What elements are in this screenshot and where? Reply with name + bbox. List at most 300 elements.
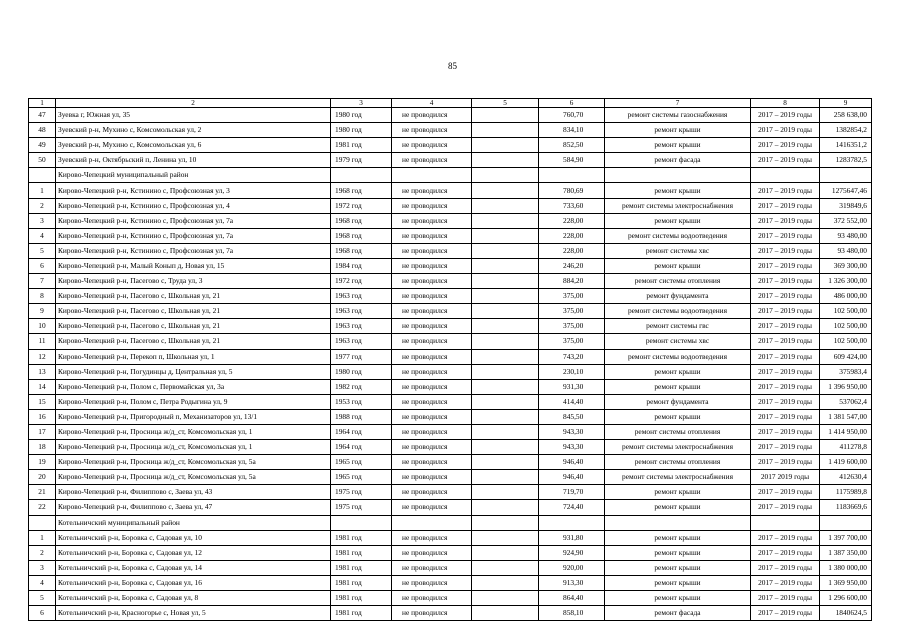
cost-cell: 1 387 350,00	[820, 545, 872, 560]
table-row	[29, 440, 872, 455]
empty-cell	[605, 515, 751, 530]
table-body	[29, 99, 872, 621]
area-cell: 931,30	[539, 379, 605, 394]
period-cell: 2017 – 2019 годы	[751, 108, 820, 123]
overhaul-cell: не проводился	[392, 138, 472, 153]
address-cell: Котельничский р-н, Боровка с, Садовая ул, 14	[56, 560, 331, 575]
year-cell: 1984 год	[331, 258, 392, 273]
address-cell: Котельничский р-н, Боровка с, Садовая ул, 12	[56, 545, 331, 560]
table-row	[29, 575, 872, 590]
table-row	[29, 319, 872, 334]
period-cell: 2017 – 2019 годы	[751, 334, 820, 349]
period-cell: 2017 – 2019 годы	[751, 213, 820, 228]
repair-program-table	[28, 98, 872, 621]
area-cell: 920,00	[539, 560, 605, 575]
table-row	[29, 289, 872, 304]
period-cell: 2017 – 2019 годы	[751, 183, 820, 198]
period-cell: 2017 – 2019 годы	[751, 319, 820, 334]
year-cell: 1980 год	[331, 108, 392, 123]
work-type-cell: ремонт крыши	[605, 560, 751, 575]
address-cell: Зуевский р-н, Мухино с, Комсомольская ул, 2	[56, 123, 331, 138]
row-number: 50	[29, 153, 56, 168]
row-number: 16	[29, 409, 56, 424]
empty-cell	[29, 515, 56, 530]
area-cell: 414,40	[539, 394, 605, 409]
period-cell: 2017 – 2019 годы	[751, 349, 820, 364]
year-cell: 1968 год	[331, 228, 392, 243]
cost-cell: 1 397 700,00	[820, 530, 872, 545]
period-cell: 2017 – 2019 годы	[751, 485, 820, 500]
empty-cell	[472, 258, 539, 273]
empty-cell	[472, 364, 539, 379]
table-row	[29, 424, 872, 439]
empty-cell	[472, 198, 539, 213]
address-cell: Кирово-Чепецкий р-н, Пасегово с, Школьная ул, 21	[56, 289, 331, 304]
table-row	[29, 530, 872, 545]
cost-cell: 537062,4	[820, 394, 872, 409]
cost-cell: 1382854,2	[820, 123, 872, 138]
area-cell: 375,00	[539, 334, 605, 349]
overhaul-cell: не проводился	[392, 485, 472, 500]
area-cell: 724,40	[539, 500, 605, 515]
overhaul-cell: не проводился	[392, 364, 472, 379]
empty-cell	[331, 515, 392, 530]
table-row	[29, 349, 872, 364]
area-cell: 946,40	[539, 470, 605, 485]
area-cell: 375,00	[539, 319, 605, 334]
work-type-cell: ремонт системы электроснабжения	[605, 198, 751, 213]
table-row	[29, 138, 872, 153]
overhaul-cell: не проводился	[392, 198, 472, 213]
work-type-cell: ремонт системы водоотведения	[605, 304, 751, 319]
work-type-cell: ремонт крыши	[605, 575, 751, 590]
empty-cell	[472, 455, 539, 470]
overhaul-cell: не проводился	[392, 243, 472, 258]
empty-cell	[605, 168, 751, 183]
period-cell: 2017 – 2019 годы	[751, 591, 820, 606]
address-cell: Кирово-Чепецкий р-н, Кстинино с, Профсоюзная ул, 7а	[56, 228, 331, 243]
work-type-cell: ремонт системы отопления	[605, 274, 751, 289]
area-cell: 230,10	[539, 364, 605, 379]
empty-cell	[539, 515, 605, 530]
year-cell: 1980 год	[331, 364, 392, 379]
address-cell: Кирово-Чепецкий р-н, Малый Конып д, Новая ул, 15	[56, 258, 331, 273]
address-cell: Кирово-Чепецкий р-н, Полом с, Петра Родыгина ул, 9	[56, 394, 331, 409]
area-cell: 834,10	[539, 123, 605, 138]
empty-cell	[392, 515, 472, 530]
year-cell: 1975 год	[331, 500, 392, 515]
work-type-cell: ремонт системы газоснабжения	[605, 108, 751, 123]
area-cell: 733,60	[539, 198, 605, 213]
address-cell: Кирово-Чепецкий р-н, Пригородный п, Механизаторов ул, 13/1	[56, 409, 331, 424]
area-cell: 884,20	[539, 274, 605, 289]
work-type-cell: ремонт системы отопления	[605, 424, 751, 439]
column-number: 4	[392, 99, 472, 108]
table-row	[29, 364, 872, 379]
section-row	[29, 515, 872, 530]
address-cell: Кирово-Чепецкий р-н, Перекоп п, Школьная ул, 1	[56, 349, 331, 364]
overhaul-cell: не проводился	[392, 274, 472, 289]
empty-cell	[472, 545, 539, 560]
address-cell: Кирово-Чепецкий р-н, Кстинино с, Профсоюзная ул, 7а	[56, 243, 331, 258]
work-type-cell: ремонт крыши	[605, 123, 751, 138]
period-cell: 2017 – 2019 годы	[751, 545, 820, 560]
empty-cell	[472, 515, 539, 530]
empty-cell	[472, 394, 539, 409]
empty-cell	[751, 168, 820, 183]
empty-cell	[472, 606, 539, 621]
period-cell: 2017 – 2019 годы	[751, 243, 820, 258]
row-number: 10	[29, 319, 56, 334]
address-cell: Котельничский р-н, Боровка с, Садовая ул, 16	[56, 575, 331, 590]
address-cell: Кирово-Чепецкий р-н, Пасегово с, Школьная ул, 21	[56, 334, 331, 349]
period-cell: 2017 – 2019 годы	[751, 274, 820, 289]
work-type-cell: ремонт крыши	[605, 138, 751, 153]
year-cell: 1981 год	[331, 560, 392, 575]
table-row	[29, 409, 872, 424]
year-cell: 1968 год	[331, 183, 392, 198]
empty-cell	[472, 349, 539, 364]
row-number: 1	[29, 183, 56, 198]
year-cell: 1965 год	[331, 455, 392, 470]
work-type-cell: ремонт фасада	[605, 153, 751, 168]
cost-cell: 1 414 950,00	[820, 424, 872, 439]
table-row	[29, 108, 872, 123]
area-cell: 719,70	[539, 485, 605, 500]
overhaul-cell: не проводился	[392, 289, 472, 304]
period-cell: 2017 – 2019 годы	[751, 394, 820, 409]
cost-cell: 486 000,00	[820, 289, 872, 304]
year-cell: 1963 год	[331, 304, 392, 319]
address-cell: Кирово-Чепецкий р-н, Просница ж/д_ст, Комсомольская ул, 5а	[56, 455, 331, 470]
table-row	[29, 183, 872, 198]
empty-cell	[472, 319, 539, 334]
cost-cell: 372 552,00	[820, 213, 872, 228]
year-cell: 1963 год	[331, 289, 392, 304]
empty-cell	[539, 168, 605, 183]
year-cell: 1981 год	[331, 575, 392, 590]
work-type-cell: ремонт системы электроснабжения	[605, 440, 751, 455]
period-cell: 2017 – 2019 годы	[751, 123, 820, 138]
area-cell: 375,00	[539, 289, 605, 304]
period-cell: 2017 – 2019 годы	[751, 364, 820, 379]
table-row	[29, 455, 872, 470]
address-cell: Кирово-Чепецкий р-н, Кстинино с, Профсоюзная ул, 3	[56, 183, 331, 198]
work-type-cell: ремонт крыши	[605, 379, 751, 394]
area-cell: 845,50	[539, 409, 605, 424]
cost-cell: 1 381 547,00	[820, 409, 872, 424]
overhaul-cell: не проводился	[392, 319, 472, 334]
work-type-cell: ремонт фундамента	[605, 289, 751, 304]
table-row	[29, 470, 872, 485]
year-cell: 1979 год	[331, 153, 392, 168]
address-cell: Кирово-Чепецкий р-н, Пасегово с, Труда ул, 3	[56, 274, 331, 289]
year-cell: 1965 год	[331, 470, 392, 485]
table-row	[29, 545, 872, 560]
year-cell: 1963 год	[331, 334, 392, 349]
overhaul-cell: не проводился	[392, 153, 472, 168]
page-number: 85	[448, 61, 457, 71]
column-number: 5	[472, 99, 539, 108]
year-cell: 1981 год	[331, 606, 392, 621]
overhaul-cell: не проводился	[392, 545, 472, 560]
row-number: 12	[29, 349, 56, 364]
overhaul-cell: не проводился	[392, 440, 472, 455]
empty-cell	[472, 228, 539, 243]
table-row	[29, 500, 872, 515]
empty-cell	[472, 424, 539, 439]
address-cell: Кирово-Чепецкий р-н, Полом с, Первомайская ул, 3а	[56, 379, 331, 394]
section-title: Котельничский муниципальный район	[56, 515, 331, 530]
work-type-cell: ремонт крыши	[605, 409, 751, 424]
address-cell: Котельничский р-н, Красногорье с, Новая ул, 5	[56, 606, 331, 621]
cost-cell: 1 419 600,00	[820, 455, 872, 470]
area-cell: 743,20	[539, 349, 605, 364]
empty-cell	[472, 243, 539, 258]
period-cell: 2017 – 2019 годы	[751, 379, 820, 394]
area-cell: 924,90	[539, 545, 605, 560]
cost-cell: 1283782,5	[820, 153, 872, 168]
year-cell: 1964 год	[331, 440, 392, 455]
period-cell: 2017 – 2019 годы	[751, 530, 820, 545]
row-number: 5	[29, 591, 56, 606]
empty-cell	[820, 168, 872, 183]
period-cell: 2017 – 2019 годы	[751, 606, 820, 621]
row-number: 14	[29, 379, 56, 394]
period-cell: 2017 – 2019 годы	[751, 409, 820, 424]
area-cell: 913,30	[539, 575, 605, 590]
year-cell: 1964 год	[331, 424, 392, 439]
area-cell: 931,80	[539, 530, 605, 545]
year-cell: 1981 год	[331, 545, 392, 560]
address-cell: Зуевский р-н, Мухино с, Комсомольская ул, 6	[56, 138, 331, 153]
year-cell: 1977 год	[331, 349, 392, 364]
year-cell: 1953 год	[331, 394, 392, 409]
empty-cell	[331, 168, 392, 183]
area-cell: 864,40	[539, 591, 605, 606]
cost-cell: 1 369 950,00	[820, 575, 872, 590]
area-cell: 375,00	[539, 304, 605, 319]
table-row	[29, 591, 872, 606]
column-number: 6	[539, 99, 605, 108]
overhaul-cell: не проводился	[392, 530, 472, 545]
row-number: 8	[29, 289, 56, 304]
empty-cell	[472, 560, 539, 575]
empty-cell	[472, 153, 539, 168]
overhaul-cell: не проводился	[392, 591, 472, 606]
cost-cell: 258 638,00	[820, 108, 872, 123]
cost-cell: 375983,4	[820, 364, 872, 379]
work-type-cell: ремонт системы отопления	[605, 455, 751, 470]
area-cell: 943,30	[539, 440, 605, 455]
overhaul-cell: не проводился	[392, 304, 472, 319]
cost-cell: 1183669,6	[820, 500, 872, 515]
work-type-cell: ремонт системы водоотведения	[605, 349, 751, 364]
column-number-row	[29, 99, 872, 108]
row-number: 47	[29, 108, 56, 123]
period-cell: 2017 – 2019 годы	[751, 440, 820, 455]
year-cell: 1982 год	[331, 379, 392, 394]
overhaul-cell: не проводился	[392, 258, 472, 273]
address-cell: Кирово-Чепецкий р-н, Просница ж/д_ст, Комсомольская ул, 1	[56, 440, 331, 455]
table-row	[29, 153, 872, 168]
address-cell: Зуевка г, Южная ул, 35	[56, 108, 331, 123]
column-number: 8	[751, 99, 820, 108]
table-row	[29, 394, 872, 409]
row-number: 5	[29, 243, 56, 258]
overhaul-cell: не проводился	[392, 379, 472, 394]
cost-cell: 1 326 300,00	[820, 274, 872, 289]
empty-cell	[472, 213, 539, 228]
overhaul-cell: не проводился	[392, 455, 472, 470]
empty-cell	[472, 334, 539, 349]
work-type-cell: ремонт крыши	[605, 183, 751, 198]
row-number: 4	[29, 575, 56, 590]
table-row	[29, 334, 872, 349]
year-cell: 1980 год	[331, 123, 392, 138]
period-cell: 2017 – 2019 годы	[751, 289, 820, 304]
overhaul-cell: не проводился	[392, 349, 472, 364]
period-cell: 2017 – 2019 годы	[751, 198, 820, 213]
overhaul-cell: не проводился	[392, 123, 472, 138]
area-cell: 780,69	[539, 183, 605, 198]
address-cell: Зуевский р-н, Октябрьский п, Ленина ул, 10	[56, 153, 331, 168]
work-type-cell: ремонт фасада	[605, 606, 751, 621]
period-cell: 2017 – 2019 годы	[751, 424, 820, 439]
empty-cell	[472, 289, 539, 304]
work-type-cell: ремонт системы гвс	[605, 319, 751, 334]
address-cell: Кирово-Чепецкий р-н, Пасегово с, Школьная ул, 21	[56, 319, 331, 334]
area-cell: 852,50	[539, 138, 605, 153]
table-row	[29, 606, 872, 621]
cost-cell: 1 380 000,00	[820, 560, 872, 575]
address-cell: Кирово-Чепецкий р-н, Просница ж/д_ст, Комсомольская ул, 5а	[56, 470, 331, 485]
cost-cell: 102 500,00	[820, 319, 872, 334]
overhaul-cell: не проводился	[392, 394, 472, 409]
overhaul-cell: не проводился	[392, 183, 472, 198]
period-cell: 2017 – 2019 годы	[751, 228, 820, 243]
section-title: Кирово-Чепецкий муниципальный район	[56, 168, 331, 183]
work-type-cell: ремонт системы хвс	[605, 243, 751, 258]
cost-cell: 411278,8	[820, 440, 872, 455]
column-number: 7	[605, 99, 751, 108]
address-cell: Кирово-Чепецкий р-н, Филиппово с, Заева ул, 43	[56, 485, 331, 500]
cost-cell: 1275647,46	[820, 183, 872, 198]
work-type-cell: ремонт крыши	[605, 485, 751, 500]
row-number: 3	[29, 213, 56, 228]
row-number: 3	[29, 560, 56, 575]
table-row	[29, 560, 872, 575]
period-cell: 2017 – 2019 годы	[751, 455, 820, 470]
period-cell: 2017 – 2019 годы	[751, 560, 820, 575]
address-cell: Котельничский р-н, Боровка с, Садовая ул, 8	[56, 591, 331, 606]
overhaul-cell: не проводился	[392, 334, 472, 349]
year-cell: 1963 год	[331, 319, 392, 334]
empty-cell	[472, 304, 539, 319]
table-row	[29, 258, 872, 273]
overhaul-cell: не проводился	[392, 575, 472, 590]
cost-cell: 319849,6	[820, 198, 872, 213]
area-cell: 943,30	[539, 424, 605, 439]
empty-cell	[472, 440, 539, 455]
area-cell: 760,70	[539, 108, 605, 123]
cost-cell: 102 500,00	[820, 334, 872, 349]
row-number: 7	[29, 274, 56, 289]
row-number: 6	[29, 258, 56, 273]
table-row	[29, 379, 872, 394]
work-type-cell: ремонт крыши	[605, 213, 751, 228]
row-number: 18	[29, 440, 56, 455]
empty-cell	[472, 138, 539, 153]
empty-cell	[472, 274, 539, 289]
empty-cell	[472, 485, 539, 500]
empty-cell	[820, 515, 872, 530]
work-type-cell: ремонт крыши	[605, 258, 751, 273]
column-number: 3	[331, 99, 392, 108]
cost-cell: 93 480,00	[820, 243, 872, 258]
cost-cell: 93 480,00	[820, 228, 872, 243]
row-number: 11	[29, 334, 56, 349]
year-cell: 1981 год	[331, 591, 392, 606]
row-number: 21	[29, 485, 56, 500]
column-number: 1	[29, 99, 56, 108]
cost-cell: 1416351,2	[820, 138, 872, 153]
column-number: 9	[820, 99, 872, 108]
empty-cell	[472, 183, 539, 198]
cost-cell: 1 296 600,00	[820, 591, 872, 606]
row-number: 6	[29, 606, 56, 621]
cost-cell: 369 300,00	[820, 258, 872, 273]
period-cell: 2017 – 2019 годы	[751, 153, 820, 168]
year-cell: 1988 год	[331, 409, 392, 424]
empty-cell	[472, 575, 539, 590]
address-cell: Кирово-Чепецкий р-н, Просница ж/д_ст, Комсомольская ул, 1	[56, 424, 331, 439]
row-number: 9	[29, 304, 56, 319]
period-cell: 2017 – 2019 годы	[751, 500, 820, 515]
row-number: 20	[29, 470, 56, 485]
row-number: 2	[29, 545, 56, 560]
empty-cell	[472, 379, 539, 394]
period-cell: 2017 – 2019 годы	[751, 138, 820, 153]
empty-cell	[472, 108, 539, 123]
cost-cell: 1175989,8	[820, 485, 872, 500]
row-number: 17	[29, 424, 56, 439]
table-row	[29, 274, 872, 289]
year-cell: 1972 год	[331, 274, 392, 289]
empty-cell	[472, 168, 539, 183]
cost-cell: 609 424,00	[820, 349, 872, 364]
table-row	[29, 213, 872, 228]
address-cell: Котельничский р-н, Боровка с, Садовая ул, 10	[56, 530, 331, 545]
area-cell: 228,00	[539, 228, 605, 243]
address-cell: Кирово-Чепецкий р-н, Филиппово с, Заева ул, 47	[56, 500, 331, 515]
area-cell: 228,00	[539, 243, 605, 258]
overhaul-cell: не проводился	[392, 606, 472, 621]
area-cell: 228,00	[539, 213, 605, 228]
section-row	[29, 168, 872, 183]
row-number: 48	[29, 123, 56, 138]
year-cell: 1968 год	[331, 213, 392, 228]
column-number: 2	[56, 99, 331, 108]
work-type-cell: ремонт крыши	[605, 500, 751, 515]
table-row	[29, 243, 872, 258]
address-cell: Кирово-Чепецкий р-н, Кстинино с, Профсоюзная ул, 4	[56, 198, 331, 213]
area-cell: 946,40	[539, 455, 605, 470]
table-row	[29, 123, 872, 138]
table-row	[29, 228, 872, 243]
empty-cell	[751, 515, 820, 530]
empty-cell	[472, 409, 539, 424]
